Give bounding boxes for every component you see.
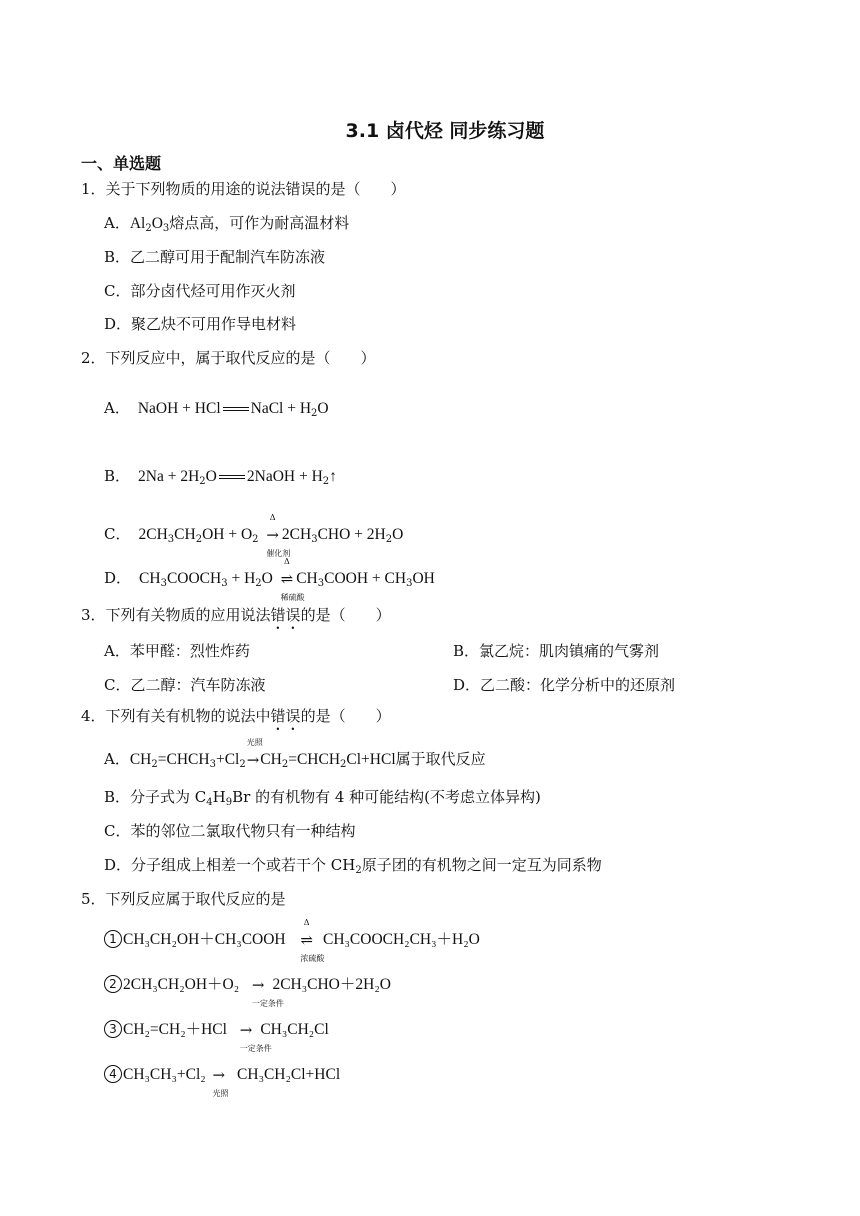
question-1-stem: 1．关于下列物质的用途的说法错误的是（ ） [81, 180, 406, 198]
question-3-option-b: B．氯乙烷：肌肉镇痛的气雾剂 [453, 642, 660, 660]
equals-sign [219, 475, 245, 479]
question-5-reaction-4: 4 CH₃CH₃+Cl₂ → 光照 CH₃CH₂Cl+HCl [104, 1064, 340, 1085]
question-4-option-d: D．分子组成上相差一个或若干个 $CH_2$原子团的有机物之间一定互为同系物 [104, 856, 602, 876]
question-1-option-a: A．$Al_2O_3$熔点高，可作为耐高温材料 [104, 214, 350, 234]
question-5-reaction-3: 3 CH₂=CH₂＋HCl → 一定条件 CH₃CH₂Cl [104, 1019, 329, 1040]
question-5-reaction-2: 2 2CH₃CH₂OH＋O₂ → 一定条件 2CH₃CHO＋2H₂O [104, 974, 391, 995]
question-1-option-c: C．部分卤代烃可用作灭火剂 [104, 282, 296, 300]
question-3-option-a: A．苯甲醛：烈性炸药 [104, 642, 250, 660]
question-4-option-a: A．$CH_2=CHCH_3+Cl_2$ 光照 $\to CH_2=CHCH_2Cl+HCl$属于取代反应 [104, 738, 486, 770]
equals-sign [223, 407, 249, 411]
question-1-option-d: D．聚乙炔不可用作导电材料 [104, 315, 297, 333]
question-4-stem: 4．下列有关有机物的说法中错误的是（ ） [81, 707, 391, 725]
equilibrium-arrow: Δ ⇌ 浓硫酸 [300, 918, 325, 963]
question-2-option-b: B． $2Na + 2H_2O$ 2NaOH + $H_2↑$ [104, 467, 337, 487]
equilibrium-arrow: Δ ⇌ 稀硫酸 [280, 557, 305, 602]
question-2-stem: 2．下列反应中，属于取代反应的是（ ） [81, 349, 376, 367]
reaction-arrow: → 光照 [212, 1066, 229, 1098]
section-heading: 一、单选题 [81, 154, 162, 173]
question-3-stem: 3．下列有关物质的应用说法错误的是（ ） [81, 606, 391, 624]
question-2-option-c: C． $2CH_3CH_2OH + O_2$ Δ → 催化剂 $2CH_3CHO + 2H_2O$ [104, 513, 404, 558]
question-3-option-c: C．乙二醇：汽车防冻液 [104, 676, 266, 694]
question-4-option-b: B．分子式为 $C_4H_9Br$ 的有机物有 4 种可能结构(不考虑立体异构) [104, 788, 541, 808]
reaction-arrow: 光照 → [246, 738, 263, 769]
reaction-arrow: → 一定条件 [251, 976, 284, 1008]
question-5-reaction-1: 1 CH₃CH₂OH＋CH₃COOH Δ ⇌ 浓硫酸 CH₃COOCH₂CH₃＋H₂O [104, 929, 480, 950]
gas-arrow-icon: ↑ [329, 468, 337, 485]
page-title: 3.1 卤代烃 同步练习题 [345, 120, 545, 142]
reaction-arrow: → 一定条件 [239, 1021, 272, 1053]
reaction-arrow: Δ → 催化剂 [266, 513, 291, 558]
question-3-option-d: D．乙二酸：化学分析中的还原剂 [453, 676, 676, 694]
question-4-option-c: C．苯的邻位二氯取代物只有一种结构 [104, 822, 356, 840]
question-1-option-b: B．乙二醇可用于配制汽车防冻液 [104, 248, 326, 266]
question-2-option-a: A． NaOH + HCl NaCl + $H_2O$ [104, 399, 329, 419]
question-5-stem: 5．下列反应属于取代反应的是 [81, 890, 286, 908]
question-2-option-d: D． $CH_3COOCH_3 + H_2O$ Δ ⇌ 稀硫酸 $CH_3COOH + CH_3OH$ [104, 557, 435, 602]
